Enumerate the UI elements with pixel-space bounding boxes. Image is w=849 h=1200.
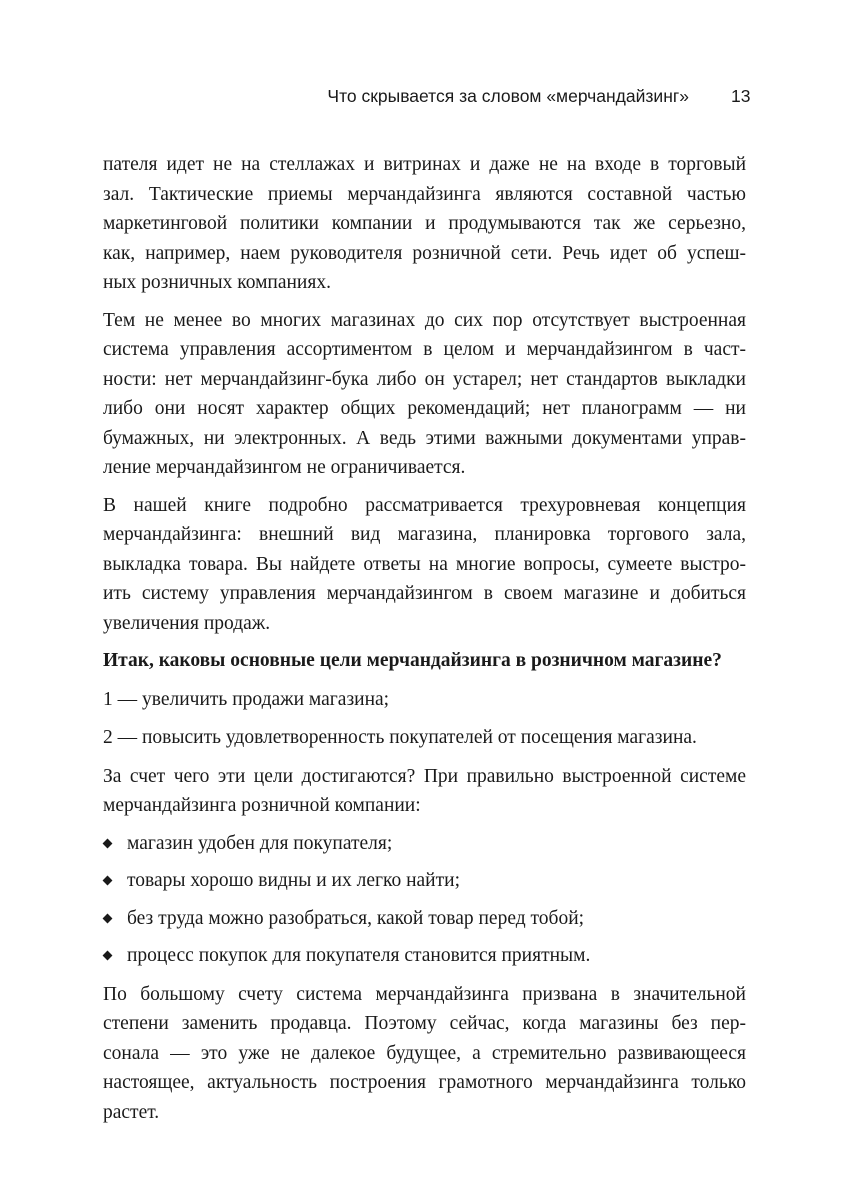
text-line: бумажных, ни электронных. А ведь этими важными документами управ- bbox=[103, 427, 746, 449]
text-line: либо они носят характер общих рекомендаций; нет планограмм — ни bbox=[103, 398, 746, 419]
paragraph bbox=[103, 306, 746, 483]
bullet-text: магазин удобен для покупателя; bbox=[127, 832, 393, 854]
text-line: сонала — это уже не далекое будущее, а стремительно развивающееся bbox=[103, 1042, 746, 1064]
paragraph bbox=[103, 762, 746, 821]
page-number: 13 bbox=[731, 86, 751, 106]
paragraph bbox=[103, 980, 746, 1128]
text-line: За счет чего эти цели достигаются? При правильно выстроенной системе bbox=[103, 765, 746, 787]
text-line: ности: нет мерчандайзинг-бука либо он устарел; нет стандартов выкладки bbox=[103, 368, 746, 390]
bullet-list bbox=[103, 829, 746, 971]
bullet-item bbox=[103, 866, 746, 896]
text-line: мерчандайзинга розничной компании: bbox=[103, 795, 421, 816]
running-title: Что скрывается за словом «мерчандайзинг» bbox=[327, 86, 689, 106]
text-line: настоящее, актуальность построения грамотного мерчандайзинга только bbox=[103, 1072, 746, 1093]
text-line: По большому счету система мерчандайзинга призвана в значительной bbox=[103, 983, 746, 1005]
diamond-bullet-icon bbox=[103, 913, 113, 923]
text-line: ных розничных компаниях. bbox=[103, 272, 331, 293]
paragraph bbox=[103, 491, 746, 639]
text-line: система управления ассортиментом в целом и мерчандайзингом в част- bbox=[103, 339, 746, 360]
bullet-text: без труда можно разобраться, какой товар перед тобой; bbox=[127, 907, 585, 929]
text-line: пателя идет не на стеллажах и витринах и даже не на входе в торговый bbox=[103, 154, 746, 175]
text-line: зал. Тактические приемы мерчандайзинга являются составной частью bbox=[103, 183, 746, 205]
bullet-item bbox=[103, 941, 746, 971]
text-line: ление мерчандайзингом не ограничивается. bbox=[103, 457, 466, 478]
text-line: увеличения продаж. bbox=[103, 612, 271, 634]
text-line: Тем не менее во многих магазинах до сих пор отсутствует выстроенная bbox=[103, 309, 746, 331]
running-head bbox=[0, 86, 849, 116]
bullet-text: товары хорошо видны и их легко найти; bbox=[127, 870, 460, 891]
bullet-text: процесс покупок для покупателя становится приятным. bbox=[127, 945, 591, 966]
text-line: растет. bbox=[103, 1101, 160, 1123]
text-line: мерчандайзинга: внешний вид магазина, планировка торгового зала, bbox=[103, 524, 746, 545]
bullet-item bbox=[103, 904, 746, 934]
diamond-bullet-icon bbox=[103, 951, 113, 961]
diamond-bullet-icon bbox=[103, 838, 113, 848]
text-line: В нашей книге подробно рассматривается трехуровневая концепция bbox=[103, 494, 746, 516]
diamond-bullet-icon bbox=[103, 876, 113, 886]
goal-item: 2 — повысить удовлетворенность покупателей от посещения магазина. bbox=[103, 727, 697, 748]
text-line: ить систему управления мерчандайзингом в своем магазине и добиться bbox=[103, 583, 746, 604]
text-line: маркетинговой политики компании и продумываются так же серьезно, bbox=[103, 213, 746, 234]
paragraph bbox=[103, 150, 746, 298]
goal-item: 1 — увеличить продажи магазина; bbox=[103, 688, 390, 710]
bullet-item bbox=[103, 829, 746, 859]
text-line: степени заменить продавца. Поэтому сейчас, когда магазины без пер- bbox=[103, 1013, 746, 1034]
bold-question: Итак, каковы основные цели мерчандайзинга в розничном магазине? bbox=[103, 650, 722, 671]
text-line: выкладка товара. Вы найдете ответы на многие вопросы, сумеете выстро- bbox=[103, 553, 746, 575]
page-body bbox=[103, 150, 746, 1135]
text-line: как, например, наем руководителя розничной сети. Речь идет об успеш- bbox=[103, 242, 746, 264]
